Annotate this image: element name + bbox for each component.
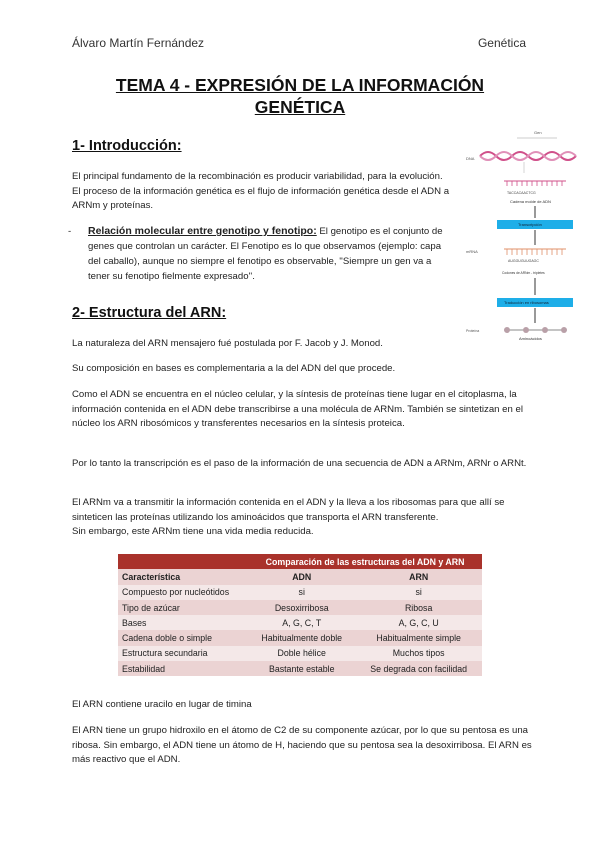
section-heading-intro: 1- Introducción: — [72, 138, 182, 154]
table-caption: Comparación de las estructuras del ADN y ARN — [248, 554, 482, 569]
header-subject: Genética — [477, 36, 526, 50]
fig-label-mrna: mRNA — [466, 249, 478, 254]
table-cell: Tipo de azúcar — [118, 600, 248, 615]
table-cell: Ribosa — [355, 600, 482, 615]
svg-text:AUGGUGUUGAGC: AUGGUGUUGAGC — [508, 259, 539, 263]
title-line-2: GENÉTICA — [254, 97, 346, 117]
table-cell: Desoxirribosa — [248, 600, 355, 615]
fig-label-transcription: Transcripción — [518, 222, 542, 227]
table-cell: A, G, C, U — [355, 615, 482, 630]
title-line-1: TEMA 4 - EXPRESIÓN DE LA INFORMACIÓN — [115, 75, 485, 95]
fig-label-amino: Aminoácidos — [519, 336, 542, 341]
table-cell: A, G, C, T — [248, 615, 355, 630]
table-cell: Doble hélice — [248, 646, 355, 661]
section-heading-arn: 2- Estructura del ARN: — [72, 305, 227, 321]
table-cell: si — [355, 585, 482, 600]
table-row — [118, 585, 482, 600]
table-cell: Se degrada con facilidad — [355, 661, 482, 676]
table-row — [118, 615, 482, 630]
table-cell: Bases — [118, 615, 248, 630]
fig-label-template: Cadena molde de ADN — [510, 199, 551, 204]
bullet-title: Relación molecular entre genotipo y fenotipo: — [88, 225, 317, 237]
table-cell: Muchos tipos — [355, 646, 482, 661]
table-row — [118, 630, 482, 645]
paragraph: Como el ADN se encuentra en el núcleo celular, y la síntesis de proteínas tiene lugar en el citoplasma, la información contenida en el ADN debe transcribirse a una molécula de ARNm. También se sintetizan en el núcleo los ARN ribosómicos y transferentes necesarios en la síntesis proteica. — [72, 389, 523, 429]
bullet-text: El genotipo es el conjunto de genes que controlan un carácter. El Fenotipo es lo que observamos (ejemplo: capa del caballo), aunque no siempre el fenotipo es observable, ''Siempre un gen va a tener su fenotipo fielmente expresado''. — [88, 226, 443, 282]
fig-label-translation: Traducción en ribosomas — [504, 300, 549, 305]
paragraph: Sin embargo, este ARNm tiene una vida media reducida. — [72, 526, 314, 537]
table-row — [118, 569, 482, 584]
bullet-item — [68, 224, 448, 284]
paragraph: El principal fundamento de la recombinación es producir variabilidad, para la evolución. El proceso de la información genética es el flujo de información genética desde el ADN a ARNm y proteínas. — [72, 171, 450, 211]
bullet-dash: - — [68, 226, 72, 237]
svg-text:TACCACAACTCG: TACCACAACTCG — [507, 191, 536, 195]
fig-label-protein: Proteína — [466, 329, 480, 333]
paragraph: El ARN contiene uracilo en lugar de timina — [72, 699, 252, 710]
fig-label-codons: Codones de ARNm - tripletes — [502, 271, 545, 275]
table-cell: Habitualmente doble — [248, 630, 355, 645]
paragraph: Por lo tanto la transcripción es el paso de la información de una secuencia de ADN a ARNm, ARNr o ARNt. — [72, 458, 527, 469]
comparison-table — [118, 554, 482, 676]
table-row — [118, 600, 482, 615]
table-cell: Bastante estable — [248, 661, 355, 676]
table-cell: Estructura secundaria — [118, 646, 248, 661]
table-cell: Estabilidad — [118, 661, 248, 676]
table-cell: Cadena doble o simple — [118, 630, 248, 645]
paragraph: Su composición en bases es complementaria a la del ADN del que procede. — [72, 363, 396, 374]
paragraph: La naturaleza del ARN mensajero fué postulada por F. Jacob y J. Monod. — [72, 338, 383, 349]
table-cell: Habitualmente simple — [355, 630, 482, 645]
paragraph: El ARNm va a transmitir la información contenida en el ADN y la lleva a los ribosomas para que allí se sinteticen las proteínas utilizando los aminoácidos que transporta el ARN transferente. — [72, 497, 505, 523]
table-cell: ARN — [355, 569, 482, 584]
table-cell: si — [248, 585, 355, 600]
table-row — [118, 646, 482, 661]
header-author: Álvaro Martín Fernández — [72, 36, 205, 50]
table-cell: Compuesto por nucleótidos — [118, 585, 248, 600]
fig-label-gen: Gen — [534, 130, 542, 135]
gene-expression-diagram — [462, 128, 588, 343]
table-cell: Característica — [118, 569, 248, 584]
paragraph: El ARN tiene un grupo hidroxilo en el átomo de C2 de su componente azúcar, por lo que su pentosa es una ribosa. Sin embargo, el ADN tiene un átomo de H, haciendo que su pentosa sea la desoxirribosa. El ARN es más reactivo que el ADN. — [72, 725, 532, 765]
page-title — [0, 74, 600, 118]
fig-label-dna: DNA — [466, 156, 475, 161]
table-cell: ADN — [248, 569, 355, 584]
table-row — [118, 661, 482, 676]
